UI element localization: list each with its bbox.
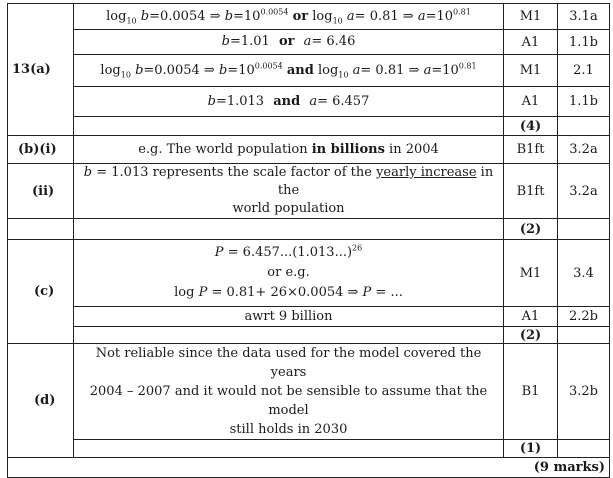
answer-cell: b = 1.013 represents the scale factor of the yearly increase in the world population — [74, 164, 504, 219]
answer-cell — [74, 219, 504, 240]
ao-code — [558, 117, 610, 136]
table-row — [8, 117, 610, 136]
answer-cell — [74, 117, 504, 136]
question-label: (d) — [8, 344, 74, 458]
answer-cell: e.g. The world population in billions in 2004 — [74, 136, 504, 164]
question-label: (b)(i) — [8, 136, 74, 164]
mark-code: B1 — [504, 344, 558, 440]
table-row — [8, 440, 610, 458]
answer-cell: $\log_{10} b=0.0054$ ⇒ $b=10^{0.0054}$ or $\log_{10} a= 0.81$ ⇒ $a=10^{0.81}$ — [74, 4, 504, 30]
ao-code: 2.2b — [558, 307, 610, 327]
ao-code — [558, 440, 610, 458]
question-label: 13(a) — [8, 4, 74, 136]
table-row — [8, 30, 610, 55]
total-marks: (9 marks) — [8, 458, 610, 478]
table-row — [8, 240, 610, 307]
mark-code: A1 — [504, 30, 558, 55]
table-row — [8, 164, 610, 219]
mark-code: A1 — [504, 87, 558, 117]
ao-code: 3.1a — [558, 4, 610, 30]
ao-code: 2.1 — [558, 55, 610, 87]
question-label: (ii) — [8, 164, 74, 219]
answer-cell: awrt 9 billion — [74, 307, 504, 327]
answer-cell: $P = 6.457...(1.013...)^{26}$ or e.g. log P = 0.81+ 26×0.0054 ⇒ P = ... — [74, 240, 504, 307]
mark-code: M1 — [504, 55, 558, 87]
table-row — [8, 327, 610, 344]
mark-code: B1ft — [504, 164, 558, 219]
question-label: (c) — [8, 240, 74, 344]
table-row — [8, 136, 610, 164]
mark-code: M1 — [504, 4, 558, 30]
table-row — [8, 344, 610, 440]
answer-cell: Not reliable since the data used for the model covered the years 2004 – 2007 and it would not be sensible to assume that the model still holds in 2030 — [74, 344, 504, 440]
subtotal: (1) — [504, 440, 558, 458]
subtotal: (4) — [504, 117, 558, 136]
answer-cell — [74, 440, 504, 458]
ao-code: 3.2b — [558, 344, 610, 440]
ao-code: 3.2a — [558, 136, 610, 164]
answer-cell — [74, 327, 504, 344]
ao-code: 3.4 — [558, 240, 610, 307]
mark-code: B1ft — [504, 136, 558, 164]
subtotal: (2) — [504, 327, 558, 344]
table-row — [8, 55, 610, 87]
table-row — [8, 219, 610, 240]
ao-code — [558, 219, 610, 240]
mark-code: A1 — [504, 307, 558, 327]
mark-code: M1 — [504, 240, 558, 307]
table-row — [8, 307, 610, 327]
table-row — [8, 458, 610, 478]
mark-scheme-table — [7, 3, 610, 478]
table-row — [8, 87, 610, 117]
table-row — [8, 4, 610, 30]
answer-cell: b=1.01 or a= 6.46 — [74, 30, 504, 55]
ao-code: 3.2a — [558, 164, 610, 219]
subtotal: (2) — [504, 219, 558, 240]
answer-cell: b=1.013 and a= 6.457 — [74, 87, 504, 117]
ao-code: 1.1b — [558, 30, 610, 55]
question-label — [8, 219, 74, 240]
answer-cell: $\log_{10} b=0.0054$ ⇒ $b=10^{0.0054}$ and $\log_{10} a= 0.81$ ⇒ $a=10^{0.81}$ — [74, 55, 504, 87]
ao-code: 1.1b — [558, 87, 610, 117]
ao-code — [558, 327, 610, 344]
